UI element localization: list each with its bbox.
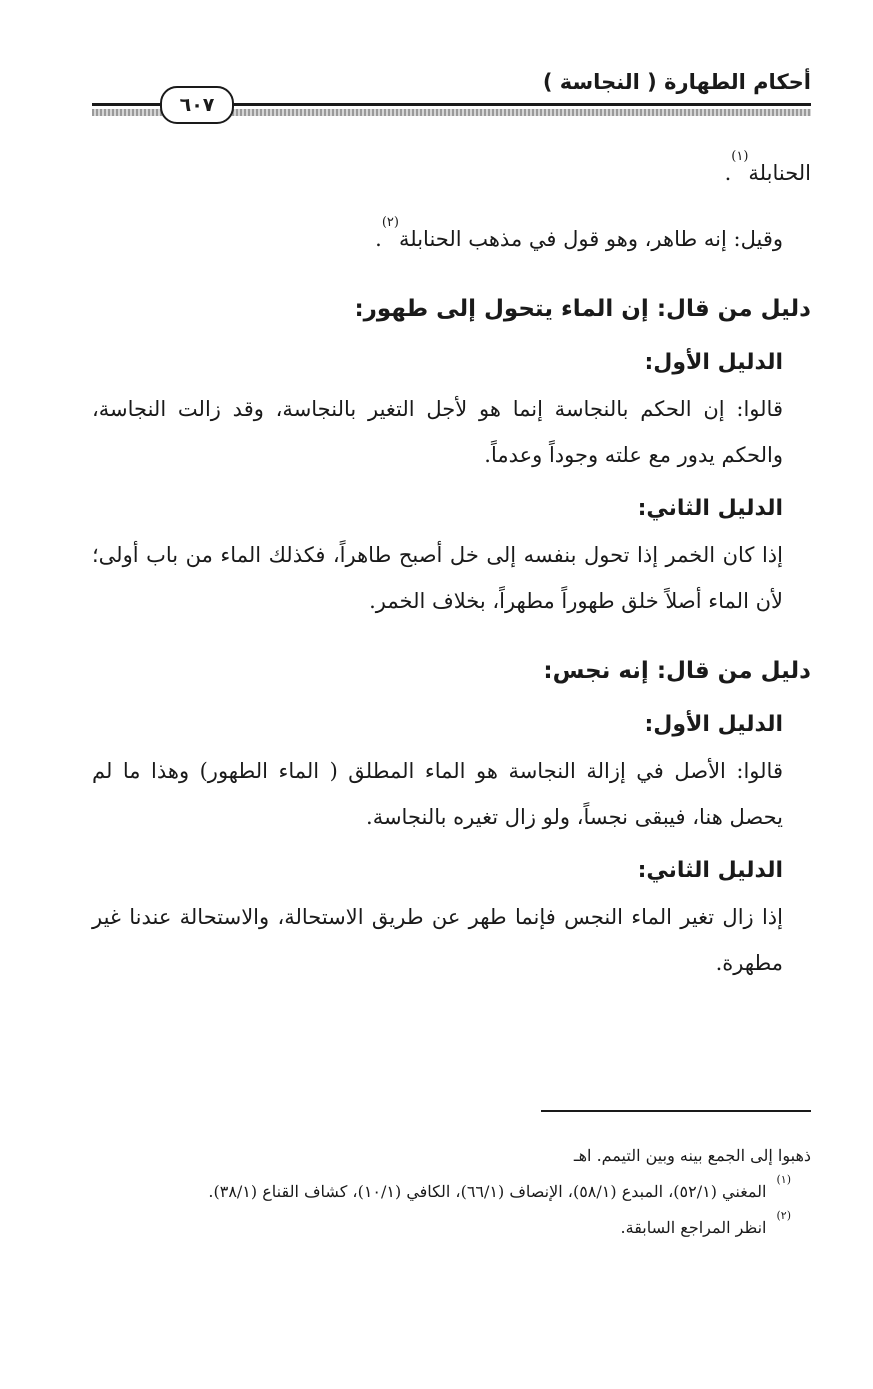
footnote-1 [92,1174,811,1210]
page-number: ٦٠٧ [160,86,234,124]
main-text [92,150,811,986]
paragraph-continuation: الحنابلة$^{(١)}$. [724,149,811,185]
footnote-2 [92,1210,811,1246]
subheading-second-evidence: الدليل الثاني: [637,496,783,521]
footnote-ref-1: (١) [731,149,749,164]
paragraph-evidence-2-2: إذا زال تغير الماء النجس فإنما طهر عن طريق الاستحالة، والاستحالة عندنا غير مطهرة. [92,905,783,975]
paragraph-evidence-1-1: قالوا: إن الحكم بالنجاسة إنما هو لأجل التغير بالنجاسة، وقد زالت النجاسة، والحكم يدور مع علته وجوداً وعدماً. [92,397,783,467]
paragraph-evidence-1-2: إذا كان الخمر إذا تحول بنفسه إلى خل أصبح طاهراً، فكذلك الماء من باب أولى؛ لأن الماء أصلاً خلق طهوراً مطهراً، بخلاف الخمر. [92,543,783,613]
footnote-ref-2: (٢) [381,215,399,230]
heading-evidence-impure: دليل من قال: إنه نجس: [543,658,811,684]
footnote-carryover: ذهبوا إلى الجمع بينه وبين التيمم. اهـ [573,1146,811,1165]
running-title: أحكام الطهارة ( النجاسة ) [542,70,811,94]
footnotes [92,1138,811,1246]
footnote-2-text: انظر المراجع السابقة. [620,1218,767,1237]
paragraph-qil: وقيل: إنه طاهر، وهو قول في مذهب الحنابلة$^{(٢)}$. [375,215,783,251]
subheading-first-evidence: الدليل الأول: [644,350,783,375]
footnote-separator [541,1110,811,1112]
footnote-1-mark: (١) [776,1173,791,1186]
footnote-2-mark: (٢) [776,1209,791,1222]
continuation-text: الحنابلة [748,161,811,185]
footnote-1-text: المغني (٥٢/١)، المبدع (٥٨/١)، الإنصاف (٦٦/١)، الكافي (١٠/١)، كشاف القناع (٣٨/١). [208,1182,767,1201]
heading-evidence-purifying: دليل من قال: إن الماء يتحول إلى طهور: [354,296,811,322]
qil-text: وقيل: إنه طاهر، وهو قول في مذهب الحنابلة [398,227,783,251]
subheading-second-evidence-2: الدليل الثاني: [637,858,783,883]
subheading-first-evidence-2: الدليل الأول: [644,712,783,737]
paragraph-evidence-2-1: قالوا: الأصل في إزالة النجاسة هو الماء المطلق ( الماء الطهور) وهذا ما لم يحصل هنا، فيبقى نجساً، ولو زال تغيره بالنجاسة. [92,759,783,829]
